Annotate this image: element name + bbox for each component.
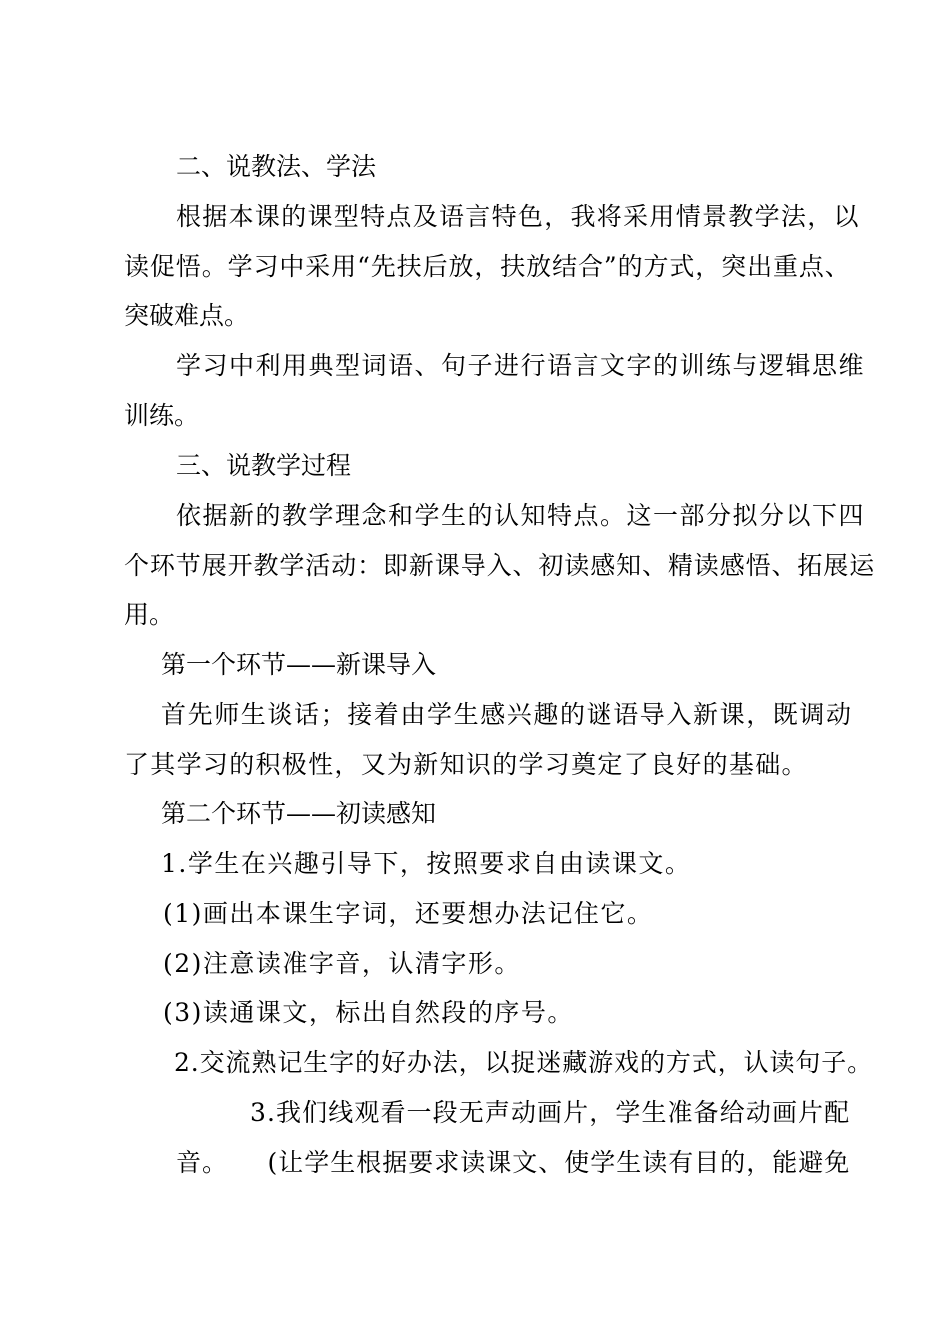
paragraph-line: 学习中利用典型词语、句子进行语言文字的训练与逻辑思维 bbox=[176, 351, 866, 380]
section-heading-teaching-process: 三、说教学过程 bbox=[176, 451, 352, 480]
paragraph-line: 突破难点。 bbox=[124, 301, 250, 330]
paragraph-line: 训练。 bbox=[124, 401, 200, 430]
paragraph-line: 个环节展开教学活动：即新课导入、初读感知、精读感悟、拓展运 bbox=[124, 551, 876, 580]
list-item: 3.我们线观看一段无声动画片，学生准备给动画片配 bbox=[250, 1098, 851, 1127]
list-item: 1.学生在兴趣引导下，按照要求自由读课文。 bbox=[161, 849, 692, 878]
section-heading-teaching-methods: 二、说教法、学法 bbox=[176, 152, 377, 181]
paragraph-line: 依据新的教学理念和学生的认知特点。这一部分拟分以下四 bbox=[176, 501, 866, 530]
subheading-step-one: 第一个环节——新课导入 bbox=[161, 650, 437, 679]
sub-list-item: (3)读通课文，标出自然段的序号。 bbox=[163, 998, 574, 1027]
list-item: 2.交流熟记生字的好办法，以捉迷藏游戏的方式，认读句子。 bbox=[174, 1048, 874, 1077]
paragraph-line: 音。 (让学生根据要求读课文、使学生读有目的，能避免 bbox=[176, 1148, 851, 1177]
paragraph-line: 用。 bbox=[124, 600, 175, 629]
sub-list-item: (1)画出本课生字词，还要想办法记住它。 bbox=[163, 899, 654, 928]
subheading-step-two: 第二个环节——初读感知 bbox=[161, 799, 437, 828]
paragraph-line: 了其学习的积极性，又为新知识的学习奠定了良好的基础。 bbox=[124, 750, 808, 779]
paragraph-line: 根据本课的课型特点及语言特色，我将采用情景教学法，以 bbox=[176, 202, 860, 231]
sub-list-item: (2)注意读准字音，认清字形。 bbox=[163, 949, 521, 978]
paragraph-line: 读促悟。学习中采用“先扶后放，扶放结合”的方式，突出重点、 bbox=[124, 252, 851, 281]
paragraph-line: 首先师生谈话；接着由学生感兴趣的谜语导入新课，既调动 bbox=[161, 700, 853, 729]
